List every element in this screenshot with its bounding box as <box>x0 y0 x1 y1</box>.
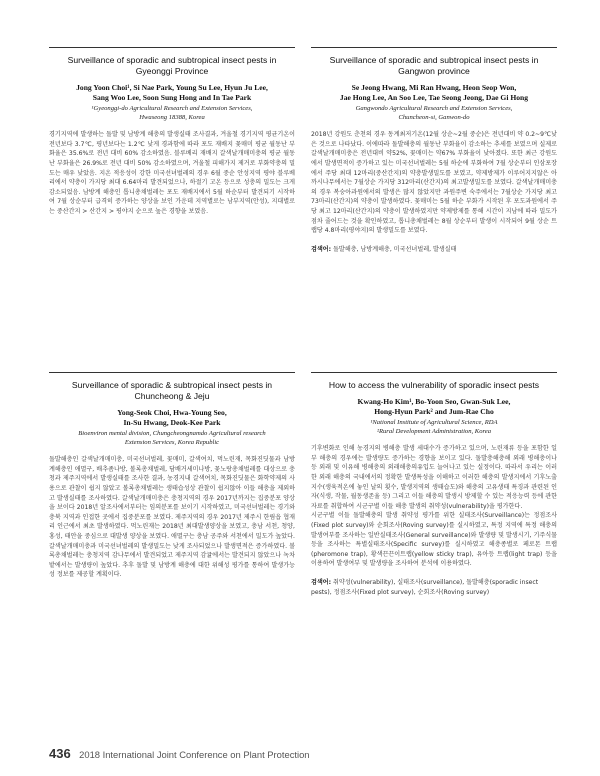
abstract-authors: Yong-Seok Choi, Hwa-Young Seo, In-Su Hwang, Deok-Kee Park <box>117 408 227 427</box>
divider <box>49 47 295 48</box>
abstract-title: Surveillance of sporadic and subtropical insect pests in Gangwon province <box>329 55 539 76</box>
abstract-body: 2018년 강원도 춘천의 경우 동계최저기온(12월 상순~2월 중순)은 전년대비 약 0.2~9℃낮은 것으로 나타났다. 이에따라 돌발해충의 월동난 부화율이 감소하는 추세를 보였으며 실제로 갈색날개매미충은 전년대비 약52%, 꽃매미는 약67% 부화율이 낮아졌다. 또한 최근 강원도에서 발생면적이 증가하고 있는 미국선녀벌레는 5월 하순에 부화하여 7월 상순부터 인삼포장에서 주당 최대 12마리(중산간지)의 약충발생밀도를 보였고, 약제방제가 이루어지지않은 아까시나무에서는 7월상순 가지당 312마리(산간지)의 최고발생밀도를 보였다. 갈색날개매미충의 경우 복숭아과원에서의 발생은 많지 않았지만 과원주변 숙주에서는 7월상순 가지당 최고 73마리(산간지)의 약충이 발생하였다. 꽃매미는 5월 하순 부화가 시작된 후 포도과원에서 주당 최고 12마리(산간지)의 약충이 발생하였지만 약제방제를 통해 시간이 지남에 따라 밀도가 점차 줄어드는 것을 확인하였고, 톱니총채벌레는 8월 상순부터 발생이 시작되어 9월 상순 트랩당 4.8마리(평야지)의 발생밀도를 보였다. <box>311 131 557 235</box>
page-number: 436 <box>49 746 71 761</box>
page-footer <box>49 745 310 763</box>
abstract-title: Surveillance of sporadic and subtropical insect pests in Gyeonggi Province <box>67 55 277 76</box>
abstract-chuncheong-jeju <box>49 372 295 580</box>
abstract-authors: Kwang-Ho Kim¹, Bo-Yoon Seo, Gwan-Suk Lee, Hong-Hyun Park² and Jum-Rae Cho <box>357 397 511 416</box>
abstract-affiliation: ¹National Institute of Agricultural Science, RDA ²Rural Development Administration, Korea <box>370 419 498 435</box>
abstract-gangwon <box>311 47 557 254</box>
conference-name: 2018 International Joint Conference on Plant Protection <box>79 749 310 760</box>
abstract-affiliation: ¹Gyeonggi-do Agricultural Research and Extension Services, Hwaseong 18388, Korea <box>91 105 253 121</box>
abstract-authors: Se Jeong Hwang, Mi Ran Hwang, Heon Seop Won, Jae Hong Lee, An Soo Lee, Tae Seong Jeong, Dae Gi Hong <box>339 83 529 102</box>
abstract-keywords: 검색어: 돌발해충, 남방계해충, 미국선녀벌레, 발생실태 <box>311 245 457 253</box>
abstract-body: 기후변화로 인해 농경지의 병해충 발생 세대수가 증가하고 있으며, 노린재류 등을 포함한 일부 해충의 경우에는 발생량도 증가하는 경향을 보이고 있다. 돌발충해충해 외래 병해충이나 등 외래 및 이유해 병해충의 외래해충의유입도 늘어나고 있는 실정이다. 따라서 우리는 이러한 외래 해충의 국내에서의 정확한 발생특성을 이해하고 이러한 해충의 발생지에서 기후노출지수(생육적온에 놓인 날의 횟수, 발생지역의 생태습도)와 해충의 고유생태 특징과 관련된 인자(식생, 작물, 월동생존율 등) 그리고 이들 해충의 발생시 방제할 수 있는 적응능력 등에 관한 자료를 취합하여 시군구별 이들 해충 발생의 취약성(vulnerability)을 평가한다. 시군구별 이들 돌발해충의 발생 취약성 평가를 위한 실태조사(Surveillance)는 정점조사(Fixed plot survey)와 순회조사(Roving survey)를 실시하였고, 특정 지역에 특정 해충의 발생여부를 조사하는 일반실태조사(General surveillance)와 발생량 및 발생시기, 기주식물 등을 조사하는 특별실태조사(Specific survey)를 실시하였고 해충종별로 페로몬 트랩(pheromone trap), 황색끈끈이트랩(yellow sticky trap), 유아등 트랩(light trap) 등을 이용하여 발생여부 및 발생량을 조사하여 분석에 이용하였다. <box>311 445 557 568</box>
abstract-title: Surveillance of sporadic & subtropical insect pests in Chuncheong & Jeju <box>71 380 273 401</box>
abstract-affiliation: Bioenviron mental division, Chungcheongnamdo Agricultural research Extension Services, Korea Republic <box>78 430 266 446</box>
divider <box>311 372 557 373</box>
abstract-vulnerability <box>311 372 557 597</box>
abstract-keywords: 검색어: 취약성(vulnerability), 실태조사(surveillance), 돌발해충(sporadic insect pests), 정점조사(Fixed plot survey), 순회조사(Roving survey) <box>311 578 539 596</box>
abstract-gyeonggi <box>49 47 295 217</box>
abstract-affiliation: Gangwondo Agricultural Research and Extension Services, Chuncheon-si, Ganwon-do <box>355 105 513 121</box>
divider <box>49 372 295 373</box>
abstract-body: 돌발해충인 갈색날개매미충, 미국선녀벌레, 꽃매미, 갈색여치, 먹노린재, 목화진딧물과 남방계해충인 애멸구, 배추좀나방, 볼록총채벌레, 담배거세미나방, 꽃노랑총채벌레를 대상으로 충청과 제주지역에서 발생실태를 조사한 결과, 농경지내 갈색여치, 목화진딧물은 화학약제의 사용으로 관찰이 쉽지 않았고 볼록총채벌레는 생태습성상 관찰이 쉽지않아 이들 해충을 제외하고 발생실태를 조사하였다. 갈색날개매미충은 충청지역의 경우 2017년까지는 집중분포 양상을 보이다 2018년 알조사에서부터는 임의분포를 보이기 시작하였고, 미국선녀벌레는 경기와 충북 지역과 인접한 곳에서 집중분포를 보였다. 제주지역의 경우 2017년 제주시 한림읍 협재리 인근에서 최초 발생하였다. 먹노린재는 2018년 최대발생양상을 보였고, 충남 서천, 청양, 홍성, 태안을 중심으로 대발생 양상을 보였다. 애멸구는 충남 공주와 서천에서 밀도가 높았다. 갈색날개매미충과 미국선녀벌레의 발생밀도는 낮게 조사되었으나 발생면적은 증가하였다. 볼록총채벌레는 충청지역 감나무에서 발견되었고 제주지역 감귤에서는 발견되지 않았으나 녹차밭에서는 발생량이 높았다. 추후 돌발 및 남방계 해충에 대한 위해성 평가를 통하여 발생가능성 정보를 제공할 계획이다. <box>49 456 295 579</box>
abstract-title: How to access the vulnerability of sporadic insect pests <box>328 380 540 390</box>
abstract-body: 경기지역에 발생하는 돌발 및 남방계 해충의 발생실태 조사결과, 겨울철 경기지역 평균기온이 전년보다 3.7℃, 평년보다는 1.2℃ 낮게 경과함에 따라 포도 재배지 꽃매미 평균 월동난 부화율은 35.6%로 전년 대비 60% 감소하였음. 블루베리 재배지 갈색날개매미충의 평균 월동난 부화율은 26.9%로 전년 대비 50% 감소하였으며, 겨울철 피해가지 제거로 부화약충의 밀도는 매우 낮았음. 지온 적응성이 강한 미국선녀벌레의 경우 6월 중순 안성지역 평야 블루베리에서 약충이 가지당 최대 6.64마리 발견되었으나, 하절기 고온 등으로 성충의 밀도는 크게 감소되었음. 남방계 해충인 톱니총채벌레는 포도 재배지에서 5월 하순부터 발견되기 시작하여 7월 상순부터 급격히 증가하는 양상을 보인 가운데 지역별로는 남부지역(안성), 지대별로는 중산간지 > 산간지 > 평야지 순으로 높은 경향을 보였음. <box>49 131 295 215</box>
divider <box>311 47 557 48</box>
abstract-authors: Jong Yoon Choi¹, Si Nae Park, Young Su Lee, Hyun Ju Lee, Sang Woo Lee, Soon Sung Hong and In Tae Park <box>76 83 268 102</box>
